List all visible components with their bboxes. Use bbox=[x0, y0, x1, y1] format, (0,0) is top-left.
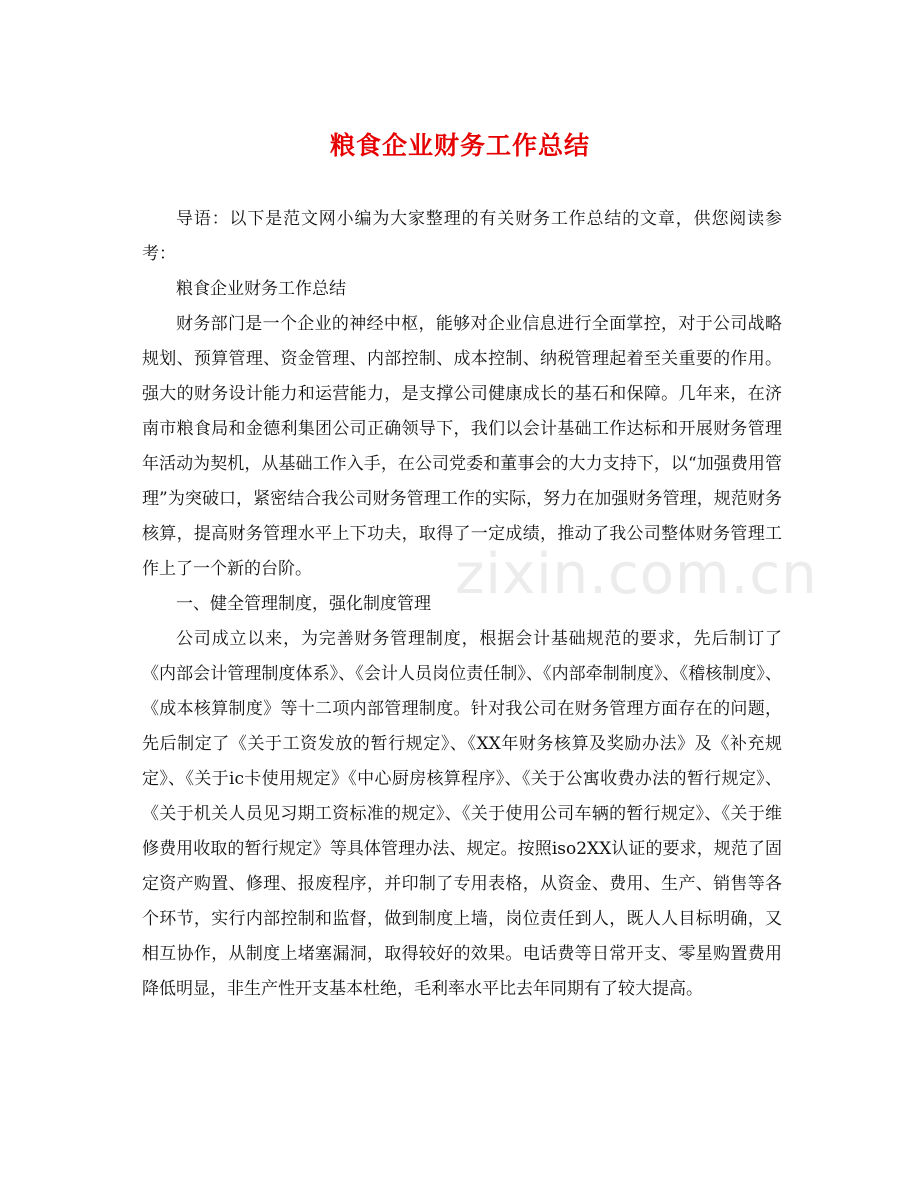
body-paragraph: 公司成立以来，为完善财务管理制度，根据会计基础规范的要求，先后制订了《内部会计管理制度体系》、《会计人员岗位责任制》、《内部牵制制度》、《稽核制度》、《成本核算制度》等十二项内部管理制度。针对我公司在财务管理方面存在的问题，先后制定了《关于工资发放的暂行规定》、《XX年财务核算及奖励办法》及《补充规定》、《关于ic卡使用规定》《中心厨房核算程序》、《关于公寓收费办法的暂行规定》、《关于机关人员见习期工资标准的规定》、《关于使用公司车辆的暂行规定》、《关于维修费用收取的暂行规定》等具体管理办法、规定。按照iso2XX认证的要求，规范了固定资产购置、修理、报废程序，并印制了专用表格，从资金、费用、生产、销售等各个环节，实行内部控制和监督，做到制度上墙，岗位责任到人，既人人目标明确，又相互协作，从制度上堵塞漏洞，取得较好的效果。电话费等日常开支、零星购置费用降低明显，非生产性开支基本杜绝，毛利率水平比去年同期有了较大提高。 bbox=[142, 629, 782, 999]
intro-paragraph: 导语：以下是范文网小编为大家整理的有关财务工作总结的文章，供您阅读参考： bbox=[142, 209, 782, 264]
body-paragraph: 财务部门是一个企业的神经中枢，能够对企业信息进行全面掌控，对于公司战略规划、预算管理、资金管理、内部控制、成本控制、纳税管理起着至关重要的作用。强大的财务设计能力和运营能力，是支撑公司健康成长的基石和保障。几年来，在济南市粮食局和金德利集团公司正确领导下，我们以会计基础工作达标和开展财务管理年活动为契机，从基础工作入手，在公司党委和董事会的大力支持下，以“加强费用管理”为突破口，紧密结合我公司财务管理工作的实际，努力在加强财务管理，规范财务核算，提高财务管理水平上下功夫，取得了一定成绩，推动了我公司整体财务管理工作上了一个新的台阶。 bbox=[142, 314, 782, 579]
document-body bbox=[142, 202, 782, 1007]
subtitle-paragraph: 粮食企业财务工作总结 bbox=[176, 279, 346, 299]
document-title: 粮食企业财务工作总结 bbox=[329, 131, 590, 160]
section-heading: 一、健全管理制度，强化制度管理 bbox=[176, 594, 431, 614]
watermark: zixin.com.cn bbox=[455, 542, 818, 607]
